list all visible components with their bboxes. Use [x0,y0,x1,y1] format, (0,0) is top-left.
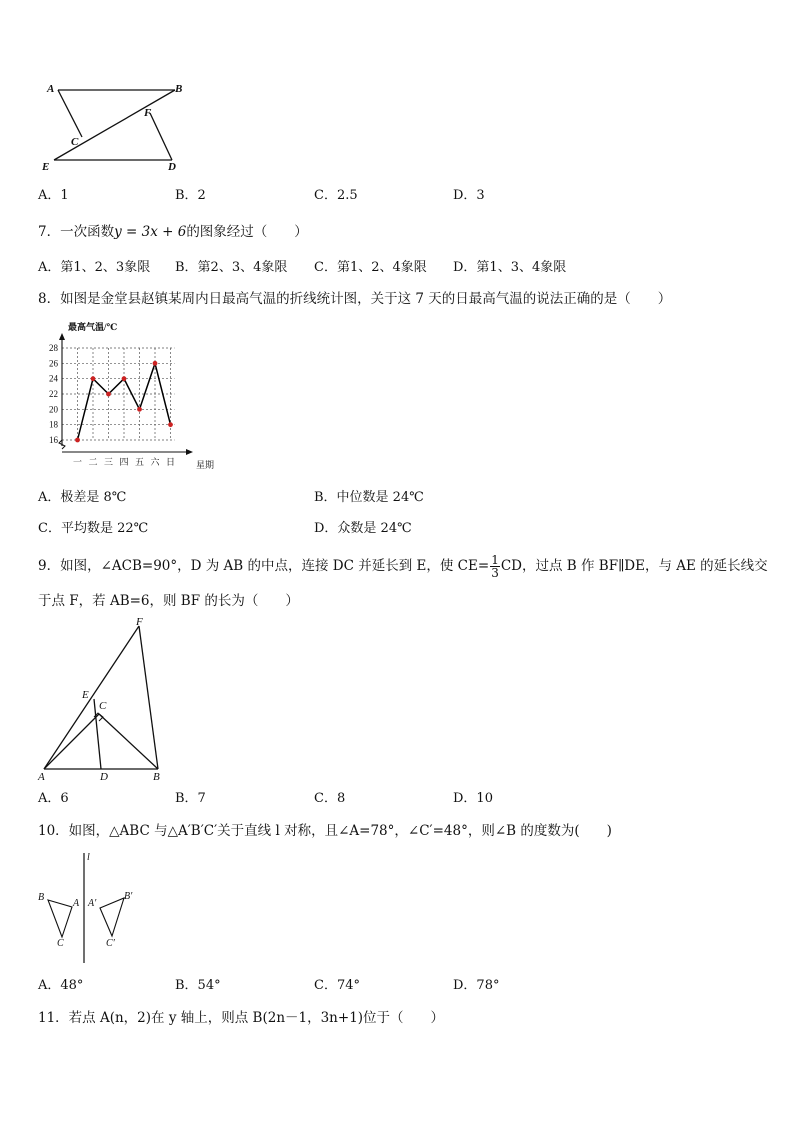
q7-suffix: 的图象经过（ ） [186,224,308,240]
q9-text-a: 9．如图，∠ACB=90°，D 为 AB 的中点，连接 DC 并延长到 E，使 CE= [38,558,490,574]
q10-label-b-prime: B′ [124,891,133,902]
q10-option-d[interactable]: D．78° [453,978,500,993]
q9-label-b: B [153,771,160,783]
q8-option-d[interactable]: D．众数是 24℃ [314,521,412,536]
q8-option-c[interactable]: C．平均数是 22℃ [38,521,149,536]
q6-option-d[interactable]: D．3 [453,188,485,203]
q7-option-c[interactable]: C．第1、2、4象限 [314,260,427,275]
chart-y-tick-label: 20 [49,404,58,415]
chart-data-point [137,407,142,412]
chart-y-tick-label: 28 [49,343,58,353]
chart-data-point [153,361,158,366]
chart-x-tick-label: 五 [134,457,145,467]
q8-option-a[interactable]: A．极差是 8℃ [38,490,127,505]
chart-x-tick-label: 六 [150,457,160,467]
fig6-label-f: F [144,107,152,119]
chart-data-point [91,376,96,381]
chart-x-tick-label: 日 [165,457,176,467]
q9-option-a[interactable]: A．6 [38,791,69,806]
fig6-label-c: C [71,136,79,148]
q9-fraction-num: 1 [491,553,499,567]
q9-fraction [490,554,500,579]
q10-figure [36,848,146,966]
q9-text-b: CD，过点 B 作 BF∥DE，与 AE 的延长线交 [500,558,768,574]
q9-stem-line2: 于点 F，若 AB=6，则 BF 的长为（ ） [38,593,299,609]
q6-option-c[interactable]: C．2.5 [314,188,358,203]
chart-y-axis-label: 最高气温/℃ [68,322,118,332]
temperature-line-chart [40,318,230,474]
q9-label-a: A [38,771,45,783]
q10-stem: 10．如图，△ABC 与△A′B′C′关于直线 l 对称，且∠A=78°，∠C′=48°，则∠B 的度数为( ) [38,823,612,839]
chart-data-point [168,422,173,427]
chart-x-tick-label: 一 [72,457,83,467]
fig6-label-a: A [47,83,55,95]
q8-stem: 8．如图是金堂县赵镇某周内日最高气温的折线统计图，关于这 7 天的日最高气温的说法正确的是（ ） [38,291,672,307]
fig6-label-e: E [42,161,50,173]
q10-option-b[interactable]: B．54° [175,978,221,993]
q9-label-f: F [136,616,143,628]
chart-x-tick-label: 四 [119,457,129,467]
q9-label-c: C [99,700,107,712]
chart-x-axis-label: 星期 [196,460,215,470]
q9-label-e: E [82,689,89,701]
q10-label-b: B [38,892,45,903]
q9-fraction-den: 3 [491,566,499,580]
chart-y-tick-label: 26 [49,358,58,369]
q6-option-b[interactable]: B．2 [175,188,206,203]
chart-y-tick-label: 22 [49,389,58,399]
fig6-label-b: B [175,83,183,95]
q7-option-b[interactable]: B．第2、3、4象限 [175,260,288,275]
chart-data-point [122,376,127,381]
q10-label-c: C [57,938,64,949]
q10-label-l: l [87,852,90,863]
q7-formula: y = 3x + 6 [114,224,187,240]
chart-y-tick-label: 24 [49,373,58,384]
q9-option-b[interactable]: B．7 [175,791,206,806]
q9-label-d: D [100,771,108,783]
q9-stem-line1 [38,553,768,579]
q9-option-d[interactable]: D．10 [453,791,493,806]
q9-figure [36,614,176,786]
fig6-label-d: D [168,161,176,173]
q7-stem [38,223,308,241]
q8-option-b[interactable]: B．中位数是 24℃ [314,490,424,505]
chart-data-point [75,438,80,443]
q9-option-c[interactable]: C．8 [314,791,346,806]
q7-option-a[interactable]: A．第1、2、3象限 [38,260,151,275]
chart-x-axis-arrow [186,449,193,455]
q10-label-c-prime: C′ [106,938,115,949]
q6-option-a[interactable]: A．1 [38,188,69,203]
q6-figure [38,80,198,175]
chart-y-axis-arrow [59,333,65,340]
q10-label-a-prime: A′ [88,898,97,909]
q10-label-a: A [73,898,80,909]
q10-option-a[interactable]: A．48° [38,978,84,993]
chart-y-tick-label: 16 [49,435,58,445]
chart-data-point [106,392,111,397]
chart-y-tick-label: 18 [49,419,58,430]
q7-option-d[interactable]: D．第1、3、4象限 [453,260,567,275]
chart-x-tick-label: 二 [88,457,98,467]
chart-x-tick-label: 三 [103,457,114,467]
q11-stem: 11．若点 A(n，2)在 y 轴上，则点 B(2n－1，3n+1)位于（ ） [38,1010,445,1026]
q7-prefix: 7．一次函数 [38,224,115,240]
q10-option-c[interactable]: C．74° [314,978,360,993]
